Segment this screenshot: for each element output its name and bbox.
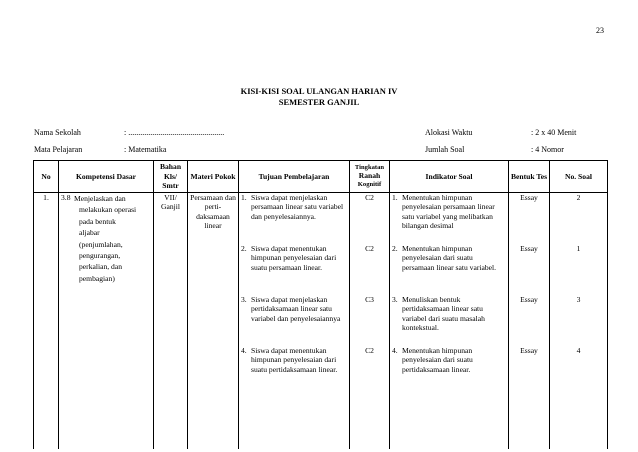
time-value: : 2 x 40 Menit — [531, 128, 577, 137]
bentuk-value: Essay — [520, 193, 538, 202]
header-ranah-mid: Ranah — [358, 171, 381, 181]
indikator-item — [392, 193, 506, 244]
subject-label: Mata Pelajaran — [34, 145, 83, 154]
no-soal-value: 1 — [576, 244, 581, 253]
indikator-number: 4. — [392, 346, 398, 355]
indikator-text: Menentukan himpunan penyelesaian persamaan linear satu variabel yang melibatkan bilangan desimal — [402, 193, 495, 231]
title-line-2: SEMESTER GANJIL — [278, 97, 360, 107]
cell-kompetensi-dasar — [59, 193, 154, 450]
header-no: No — [34, 161, 59, 193]
header-no-soal: No. Soal — [550, 161, 608, 193]
kd-code: 3.8 — [61, 193, 71, 202]
indikator-item — [392, 244, 506, 295]
tujuan-number: 3. — [241, 295, 247, 304]
no-soal-value: 2 — [576, 193, 581, 202]
kd-line: pembagian) — [79, 273, 115, 283]
tujuan-text: Siswa dapat menentukan himpunan penyelesaian dari suatu persamaan linear. — [251, 244, 337, 272]
header-tujuan: Tujuan Pembelajaran — [239, 161, 350, 193]
indikator-text: Menuliskan bentuk pertidaksamaan linear satu variabel dari suatu masalah kontekstual. — [402, 295, 485, 333]
document-title — [0, 86, 638, 108]
tujuan-item — [241, 244, 347, 295]
tujuan-text: Siswa dapat menjelaskan pertidaksamaan linear satu variabel dan penyelesaiannya — [251, 295, 341, 323]
tujuan-item — [241, 295, 347, 346]
kisi-kisi-table — [33, 160, 608, 449]
tujuan-item — [241, 346, 347, 397]
kd-line: aljabar — [79, 228, 100, 238]
count-value: : 4 Nomor — [531, 145, 564, 154]
indikator-text: Menentukan himpunan penyelesaian dari suatu pertidaksamaan linear. — [402, 346, 473, 374]
tujuan-number: 1. — [241, 193, 247, 202]
table-row — [34, 193, 608, 450]
kd-line: Menjelaskan dan — [74, 194, 126, 203]
title-line-1: KISI-KISI SOAL ULANGAN HARIAN IV — [240, 86, 398, 96]
header-bentuk: Bentuk Tes — [509, 161, 550, 193]
bentuk-value: Essay — [520, 244, 538, 253]
no-soal-value: 3 — [576, 295, 581, 304]
kd-line: pada bentuk — [79, 216, 116, 226]
cell-bentuk — [509, 193, 550, 450]
header-ranah — [350, 161, 390, 193]
bentuk-value: Essay — [520, 295, 538, 304]
bentuk-value: Essay — [520, 346, 538, 355]
page-number: 23 — [596, 26, 604, 35]
cell-materi: Persamaan dan perti-daksamaan linear — [188, 193, 239, 450]
count-label: Jumlah Soal — [425, 145, 465, 154]
kd-line: pengurangan, — [79, 251, 121, 261]
tujuan-number: 2. — [241, 244, 247, 253]
header-indikator: Indikator Soal — [390, 161, 509, 193]
tujuan-item — [241, 193, 347, 244]
tujuan-text: Siswa dapat menjelaskan persamaan linear satu variabel dan penyelesaiannya. — [251, 193, 344, 221]
indikator-text: Menentukan himpunan penyelesaian dari suatu persamaan linear satu variabel. — [402, 244, 497, 272]
ranah-value: C2 — [365, 346, 374, 355]
indikator-item — [392, 346, 506, 397]
header-kompetensi-dasar: Kompetensi Dasar — [59, 161, 154, 193]
indikator-number: 2. — [392, 244, 398, 253]
no-soal-value: 4 — [576, 346, 581, 355]
indikator-item — [392, 295, 506, 346]
cell-bahan: VII/ Ganjil — [154, 193, 188, 450]
cell-no-soal — [550, 193, 608, 450]
time-label: Alokasi Waktu — [425, 128, 473, 137]
header-materi: Materi Pokok — [188, 161, 239, 193]
kd-line: perkalian, dan — [79, 262, 123, 272]
school-label: Nama Sekolah — [34, 128, 81, 137]
ranah-value: C2 — [365, 193, 374, 202]
ranah-value: C3 — [365, 295, 374, 304]
subject-value: : Matematika — [124, 145, 167, 154]
cell-ranah — [350, 193, 390, 450]
header-ranah-bot: Kognitif — [357, 180, 382, 188]
school-value: : ................................................ — [124, 128, 225, 137]
table-header-row — [34, 161, 608, 193]
indikator-number: 1. — [392, 193, 398, 202]
tujuan-text: Siswa dapat menentukan himpunan penyelesaian dari suatu pertidaksamaan linear. — [251, 346, 338, 374]
tujuan-number: 4. — [241, 346, 247, 355]
header-bahan: Bahan Kls/ Smtr — [154, 161, 188, 193]
header-ranah-top: Tingkatan — [354, 163, 385, 171]
ranah-value: C2 — [365, 244, 374, 253]
indikator-number: 3. — [392, 295, 398, 304]
kd-line: (penjumlahan, — [79, 239, 123, 249]
cell-no: 1. — [34, 193, 59, 450]
kd-line: melakukan operasi — [79, 205, 137, 215]
cell-indikator — [390, 193, 509, 450]
cell-tujuan — [239, 193, 350, 450]
